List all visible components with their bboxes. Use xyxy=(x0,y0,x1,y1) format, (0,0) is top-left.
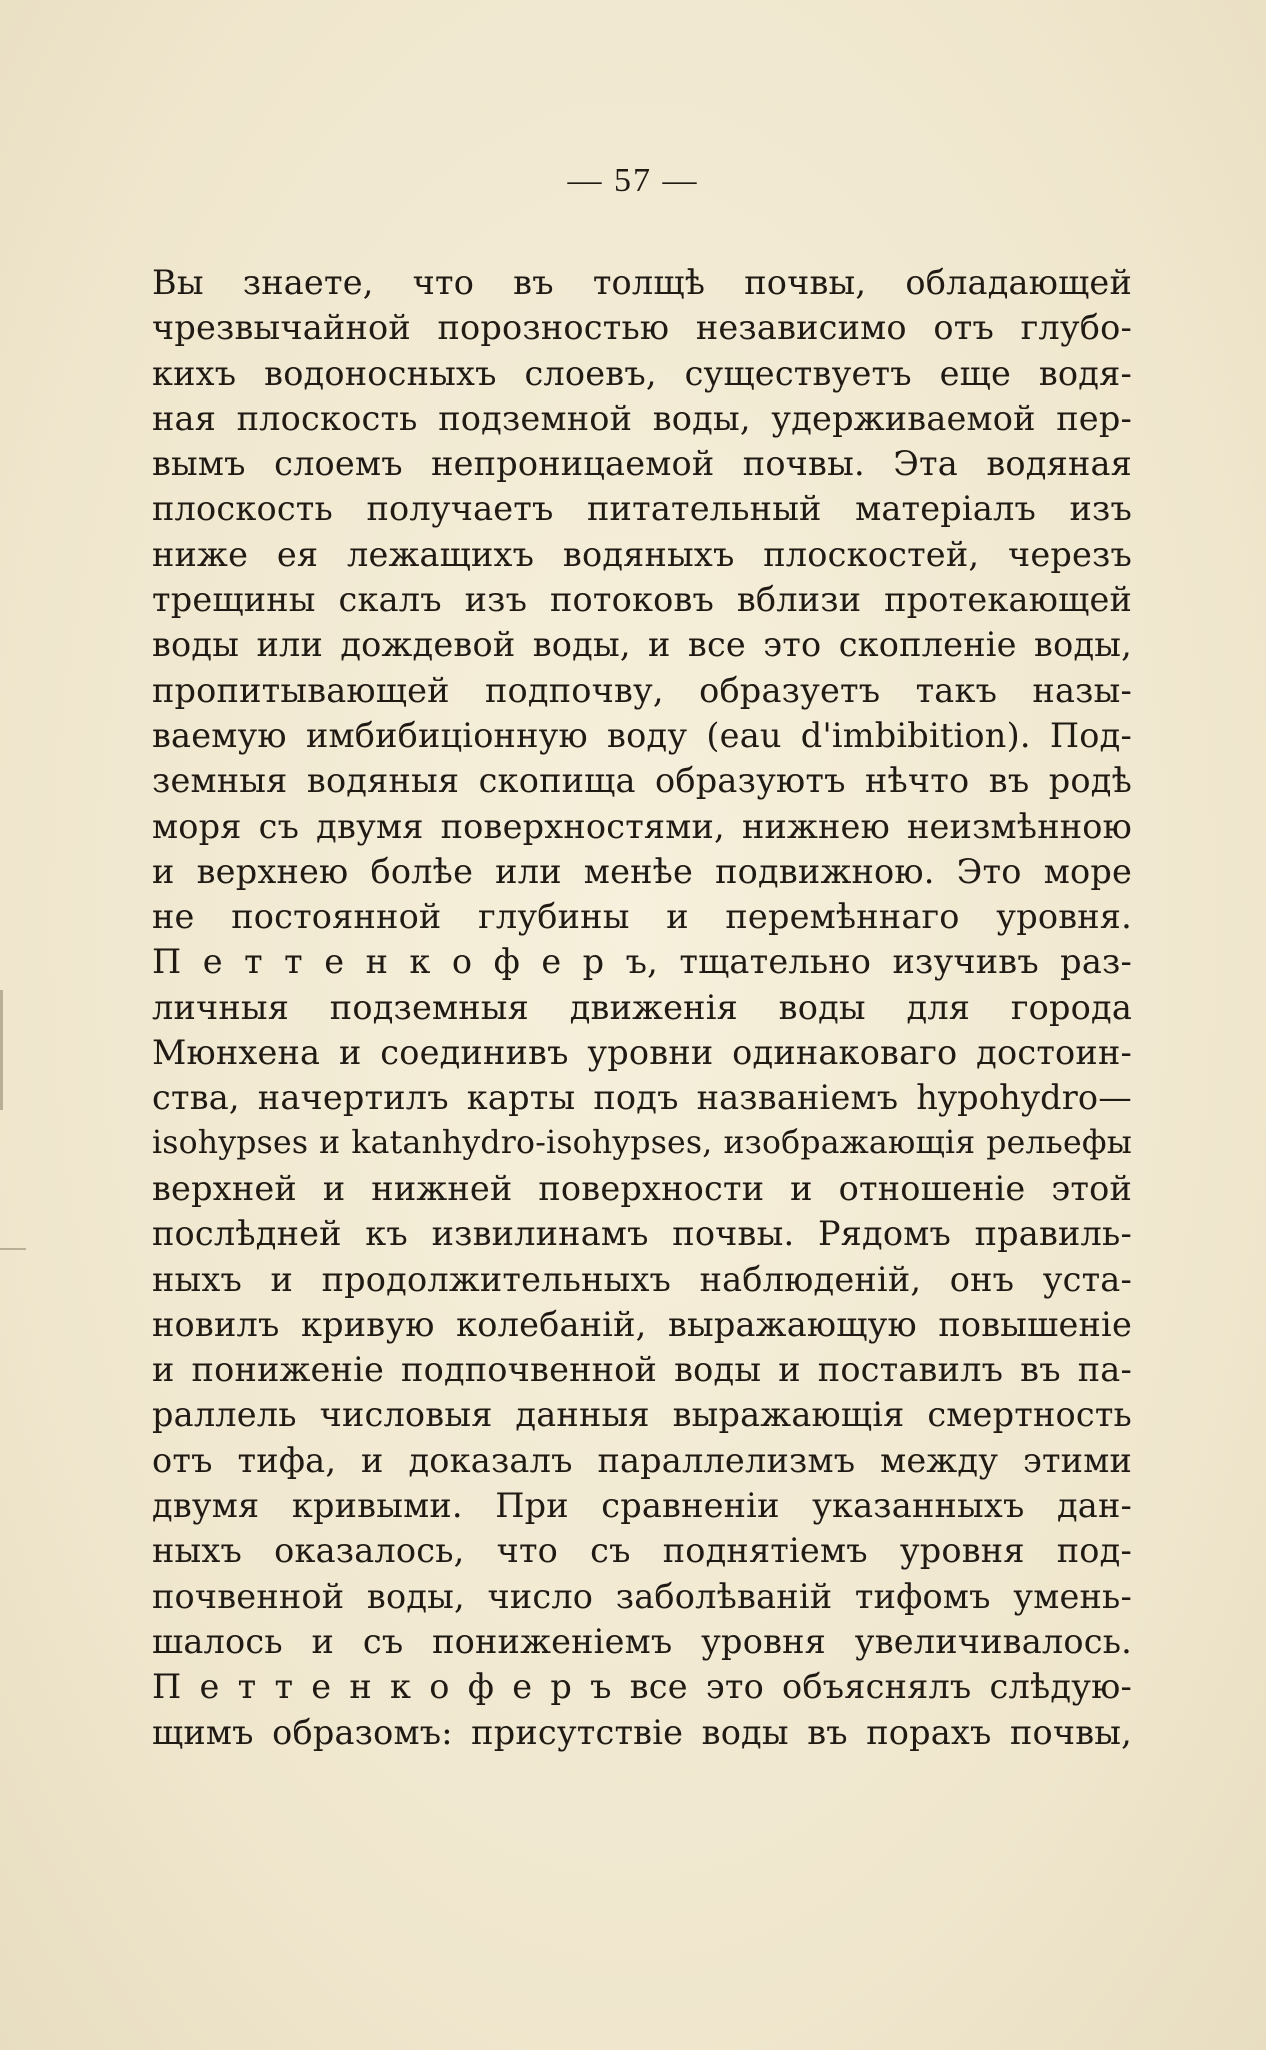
page-edge-mark xyxy=(0,990,3,1110)
text-line: П е т т е н к о ф е р ъ, тщательно изучивъ раз- xyxy=(152,942,1132,982)
text-line: не постоянной глубины и перемѣннаго уровня. xyxy=(152,897,1132,937)
text-line: воды или дождевой воды, и все это скопленіе воды, xyxy=(152,625,1132,665)
text-line: чрезвычайной порозностью независимо отъ глубо- xyxy=(152,308,1132,348)
text-line: послѣдней къ извилинамъ почвы. Рядомъ правиль- xyxy=(152,1214,1132,1254)
text-line: ваемую имбибиціонную воду (eau d'imbibition). Под- xyxy=(152,715,1132,755)
text-line: отъ тифа, и доказалъ параллелизмъ между этими xyxy=(152,1440,1132,1480)
text-line: isohypses и katanhydro-isohypses, изображающія рельефы xyxy=(152,1124,1132,1161)
text-line: П е т т е н к о ф е р ъ все это объяснялъ слѣдую- xyxy=(152,1667,1132,1707)
text-line: земныя водяныя скопища образуютъ нѣчто въ родѣ xyxy=(152,761,1132,801)
text-line: щимъ образомъ: присутствіе воды въ порахъ почвы, xyxy=(152,1712,1132,1752)
text-line: ныхъ и продолжительныхъ наблюденій, онъ уста- xyxy=(152,1259,1132,1299)
text-line: ныхъ оказалось, что съ поднятіемъ уровня под- xyxy=(152,1531,1132,1571)
text-line: верхней и нижней поверхности и отношеніе этой xyxy=(152,1168,1132,1208)
page-edge-mark xyxy=(0,1248,26,1250)
text-line: вымъ слоемъ непроницаемой почвы. Эта водяная xyxy=(152,444,1132,484)
text-line: пропитывающей подпочву, образуетъ такъ назы- xyxy=(152,670,1132,710)
text-line: трещины скалъ изъ потоковъ вблизи протекающей xyxy=(152,580,1132,620)
text-line: Мюнхена и соединивъ уровни одинаковаго достоин- xyxy=(152,1033,1132,1073)
text-line: новилъ кривую колебаній, выражающую повышеніе xyxy=(152,1304,1132,1344)
page-number: — 57 — xyxy=(567,162,699,199)
text-line: ная плоскость подземной воды, удерживаемой пер- xyxy=(152,398,1132,438)
text-line: почвенной воды, число заболѣваній тифомъ умень- xyxy=(152,1576,1132,1616)
text-line: шалось и съ пониженіемъ уровня увеличивалось. xyxy=(152,1621,1132,1661)
text-line: плоскость получаетъ питательный матеріалъ изъ xyxy=(152,489,1132,529)
text-line: кихъ водоносныхъ слоевъ, существуетъ еще водя- xyxy=(152,353,1132,393)
text-line: Вы знаете, что въ толщѣ почвы, обладающей xyxy=(152,263,1132,302)
text-line: ства, начертилъ карты подъ названіемъ hypohydro— xyxy=(152,1078,1132,1118)
text-line: моря съ двумя поверхностями, нижнею неизмѣнною xyxy=(152,806,1132,846)
text-line: двумя кривыми. При сравненіи указанныхъ дан- xyxy=(152,1486,1132,1526)
text-line: личныя подземныя движенія воды для города xyxy=(152,987,1132,1027)
text-line: раллель числовыя данныя выражающія смертность xyxy=(152,1395,1132,1435)
text-line: и пониженіе подпочвенной воды и поставилъ въ па- xyxy=(152,1350,1132,1390)
text-line: ниже ея лежащихъ водяныхъ плоскостей, черезъ xyxy=(152,534,1132,574)
text-line: и верхнею болѣе или менѣе подвижною. Это море xyxy=(152,851,1132,891)
body-text xyxy=(152,260,1132,1755)
